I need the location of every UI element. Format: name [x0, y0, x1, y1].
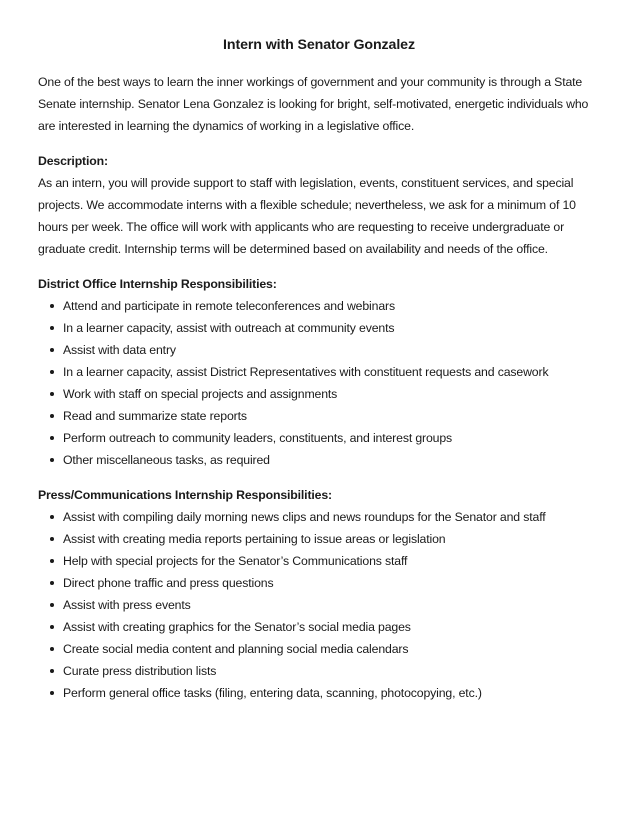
document-page — [38, 36, 600, 704]
bullet-icon — [50, 414, 54, 418]
list-item-text: Help with special projects for the Senator’s Communications staff — [63, 554, 408, 568]
bullet-icon — [50, 348, 54, 352]
bullet-icon — [50, 436, 54, 440]
district-list — [38, 295, 600, 471]
bullet-icon — [50, 625, 54, 629]
list-item-text: Work with staff on special projects and assignments — [63, 387, 338, 401]
list-item-text: Other miscellaneous tasks, as required — [63, 453, 270, 467]
bullet-icon — [50, 559, 54, 563]
list-item — [38, 339, 600, 361]
bullet-icon — [50, 515, 54, 519]
list-item — [38, 572, 600, 594]
page-title: Intern with Senator Gonzalez — [223, 37, 415, 53]
list-item — [38, 317, 600, 339]
list-item — [38, 383, 600, 405]
list-item — [38, 449, 600, 471]
description-heading: Description: — [38, 154, 108, 168]
bullet-icon — [50, 581, 54, 585]
list-item-text: Assist with compiling daily morning news clips and news roundups for the Senator and staff — [63, 510, 546, 524]
description-paragraph: As an intern, you will provide support to staff with legislation, events, constituent services, and special projects. We accommodate interns with a flexible schedule; nevertheless, we ask for a minimum of 10 hours per week. The office will work with applicants who are requesting to receive undergraduate or graduate credit. Internship terms will be determined based on availability and needs of the office. — [38, 176, 576, 256]
press-heading: Press/Communications Internship Responsibilities: — [38, 488, 332, 502]
list-item-text: Perform general office tasks (filing, entering data, scanning, photocopying, etc.) — [63, 686, 482, 700]
bullet-icon — [50, 326, 54, 330]
press-section — [38, 484, 600, 704]
bullet-icon — [50, 392, 54, 396]
list-item — [38, 506, 600, 528]
list-item-text: Direct phone traffic and press questions — [63, 576, 274, 590]
bullet-icon — [50, 458, 54, 462]
list-item-text: Curate press distribution lists — [63, 664, 217, 678]
bullet-icon — [50, 691, 54, 695]
description-section — [38, 150, 600, 260]
district-heading: District Office Internship Responsibilities: — [38, 277, 277, 291]
list-item-text: Perform outreach to community leaders, constituents, and interest groups — [63, 431, 453, 445]
list-item-text: In a learner capacity, assist District Representatives with constituent requests and casework — [63, 365, 549, 379]
list-item-text: In a learner capacity, assist with outreach at community events — [63, 321, 395, 335]
bullet-icon — [50, 647, 54, 651]
list-item-text: Assist with creating media reports pertaining to issue areas or legislation — [63, 532, 446, 546]
list-item — [38, 594, 600, 616]
list-item-text: Assist with press events — [63, 598, 191, 612]
list-item — [38, 361, 600, 383]
list-item — [38, 550, 600, 572]
list-item-text: Assist with data entry — [63, 343, 176, 357]
press-list — [38, 506, 600, 704]
bullet-icon — [50, 603, 54, 607]
list-item — [38, 295, 600, 317]
list-item — [38, 660, 600, 682]
list-item-text: Create social media content and planning social media calendars — [63, 642, 409, 656]
list-item-text: Assist with creating graphics for the Senator’s social media pages — [63, 620, 411, 634]
intro-paragraph: One of the best ways to learn the inner workings of government and your community is through a State Senate internship. Senator Lena Gonzalez is looking for bright, self-motivated, energetic individuals who are interested in learning the dynamics of working in a legislative office. — [38, 75, 589, 133]
list-item-text: Attend and participate in remote teleconferences and webinars — [63, 299, 395, 313]
list-item — [38, 427, 600, 449]
list-item — [38, 616, 600, 638]
bullet-icon — [50, 537, 54, 541]
bullet-icon — [50, 370, 54, 374]
district-section — [38, 273, 600, 471]
list-item — [38, 638, 600, 660]
bullet-icon — [50, 304, 54, 308]
bullet-icon — [50, 669, 54, 673]
list-item — [38, 528, 600, 550]
list-item — [38, 682, 600, 704]
list-item — [38, 405, 600, 427]
list-item-text: Read and summarize state reports — [63, 409, 247, 423]
